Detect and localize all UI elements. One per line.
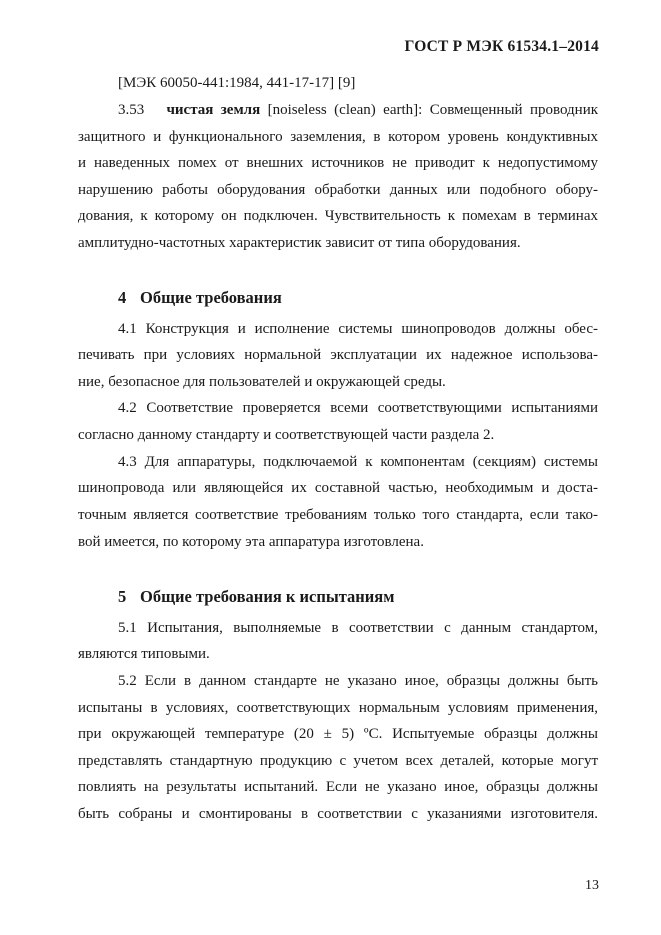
- text-line: представлять стандартную продукцию с учетом всех деталей, которые могут: [78, 753, 598, 769]
- page-number: 13: [585, 878, 599, 893]
- text-line: 4.3 Для аппаратуры, подключаемой к компонентам (секциям) системы: [118, 454, 598, 470]
- section-number: 5: [118, 587, 127, 606]
- text-line: амплитудно-частотных характеристик зависит от типа оборудования.: [78, 235, 521, 251]
- text-line: согласно данному стандарту и соответствующей части раздела 2.: [78, 427, 495, 443]
- definition-term: чистая земля: [166, 102, 261, 118]
- text-line: и наведенных помех от внешних источников не приводит к недопустимому: [78, 155, 598, 171]
- text-line: точным является соответствие требованиям только того стандарта, если тако-: [78, 507, 598, 523]
- text-line: 5.1 Испытания, выполняемые в соответствии с данным стандартом,: [118, 620, 598, 636]
- text-line: защитного и функционального заземления, в котором уровень кондуктивных: [78, 129, 598, 145]
- text-line: вой имеется, по которому эта аппаратура изготовлена.: [78, 534, 424, 550]
- definition-number: 3.53: [118, 102, 145, 118]
- text-line: быть собраны и смонтированы в соответствии с указаниями изготовителя.: [78, 806, 598, 822]
- text-line: 5.2 Если в данном стандарте не указано иное, образцы должны быть: [118, 673, 598, 689]
- section-number: 4: [118, 288, 127, 307]
- definition-3-53-first-line: [118, 101, 598, 119]
- text-line: при окружающей температуре (20 ± 5) ºС. Испытуемые образцы должны: [78, 726, 598, 742]
- text-line: являются типовыми.: [78, 646, 210, 662]
- text-line: печивать при условиях нормальной эксплуатации их надежное использова-: [78, 347, 598, 363]
- text-line: дования, к которому он подключен. Чувствительность к помехам в терминах: [78, 208, 598, 224]
- text-line: шинопровода или являющейся их составной частью, необходимым и доста-: [78, 480, 598, 496]
- text-line: 4.1 Конструкция и исполнение системы шинопроводов должны обес-: [118, 321, 598, 337]
- text-line: 4.2 Соответствие проверяется всеми соответствующими испытаниями: [118, 400, 598, 416]
- text-line: ние, безопасное для пользователей и окружающей среды.: [78, 374, 446, 390]
- section-5-heading: [118, 587, 394, 607]
- section-4-heading: [118, 288, 282, 308]
- section-title: Общие требования: [140, 288, 282, 307]
- section-title: Общие требования к испытаниям: [140, 587, 395, 606]
- text-line: испытаны в условиях, соответствующих нормальным условиям применения,: [78, 700, 598, 716]
- document-header: ГОСТ Р МЭК 61534.1–2014: [404, 38, 599, 55]
- text-line: повлиять на результаты испытаний. Если не указано иное, образцы должны: [78, 779, 598, 795]
- reference-line: [МЭК 60050-441:1984, 441-17-17] [9]: [118, 75, 356, 91]
- text-line: нарушению работы оборудования обработки данных или подобного обору-: [78, 182, 598, 198]
- definition-text: [noiseless (clean) earth]: Совмещенный проводник: [267, 102, 599, 118]
